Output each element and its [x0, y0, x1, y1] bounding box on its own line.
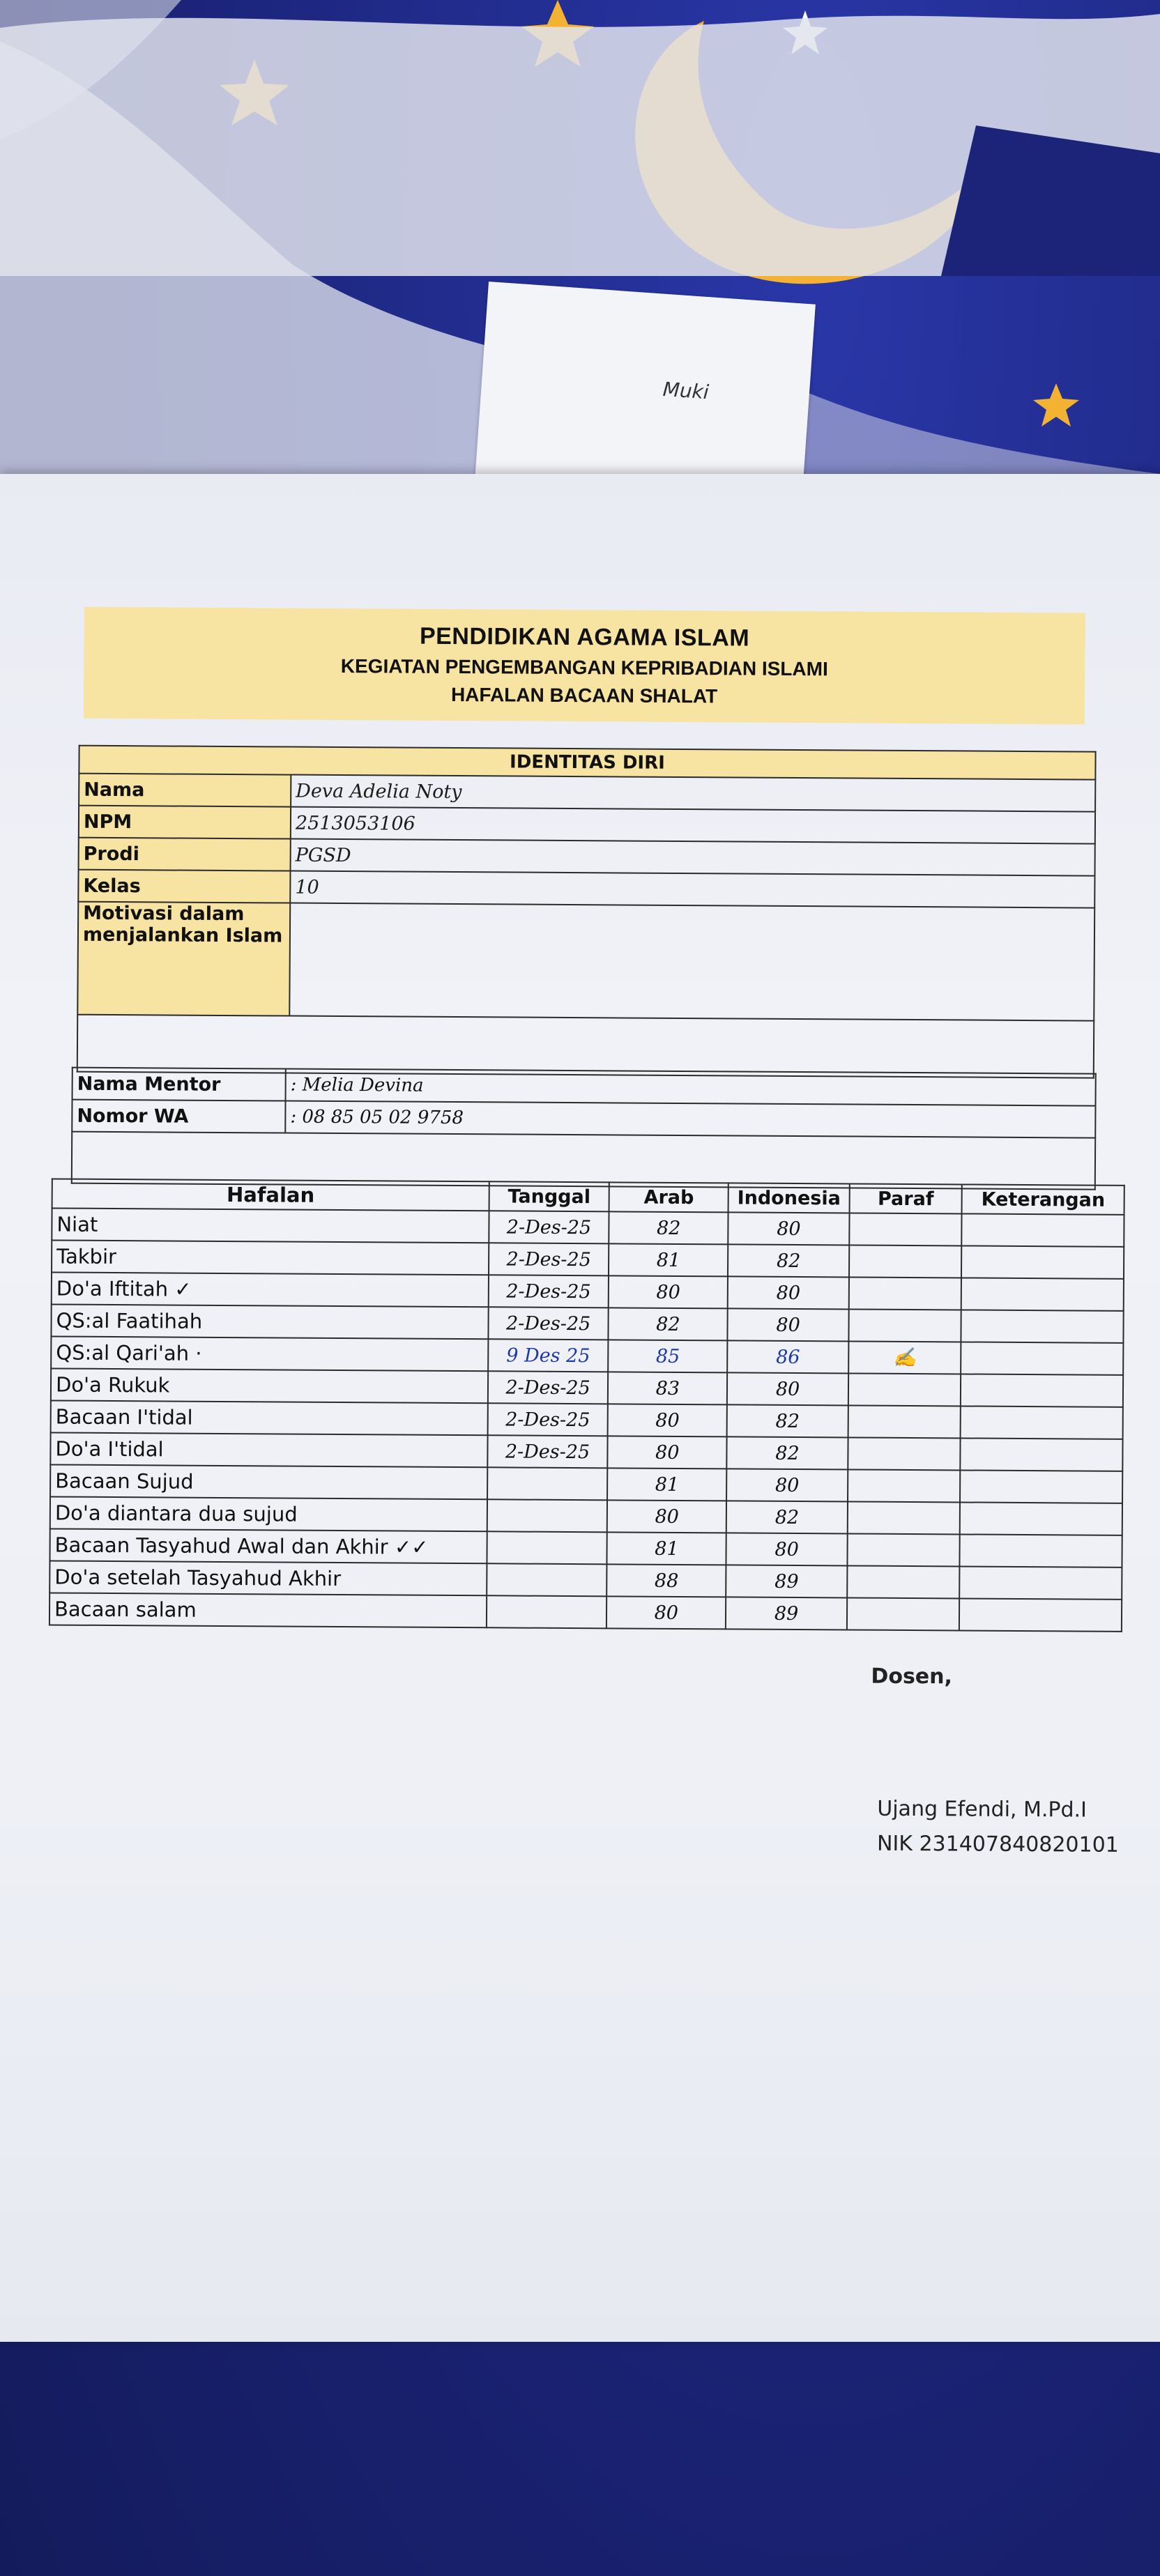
hafalan-item: Bacaan Tasyahud Awal dan Akhir ✓✓ [49, 1528, 487, 1563]
field-label: Motivasi dalam menjalankan Islam [77, 902, 290, 1016]
paper-sheet [0, 474, 1160, 2342]
paraf-cell [848, 1501, 961, 1534]
tanggal-cell: 2-Des-25 [488, 1371, 609, 1404]
paraf-cell [848, 1309, 961, 1342]
indonesia-score: 82 [727, 1404, 848, 1437]
hafalan-item: Do'a Iftitah ✓ [52, 1272, 489, 1307]
hafalan-item: Takbir [52, 1240, 489, 1275]
hafalan-item: Bacaan Sujud [50, 1464, 487, 1499]
paraf-cell [849, 1277, 962, 1310]
hafalan-item: Bacaan salam [49, 1593, 487, 1627]
tanggal-cell: 2-Des-25 [487, 1435, 608, 1468]
tanggal-cell [487, 1563, 607, 1596]
plastic-sheet-bottom [0, 0, 1160, 276]
paraf-cell [848, 1373, 961, 1406]
identity-table [77, 745, 1097, 1079]
tanggal-cell: 9 Des 25 [488, 1339, 609, 1372]
field-label: Nama [79, 774, 291, 807]
header-title: PENDIDIKAN AGAMA ISLAM [419, 622, 750, 652]
arab-score: 80 [606, 1596, 726, 1629]
keterangan-cell [960, 1502, 1122, 1535]
indonesia-score: 89 [726, 1597, 847, 1630]
keterangan-cell [961, 1245, 1124, 1278]
identity-row [77, 902, 1094, 1021]
arab-score: 80 [608, 1436, 727, 1469]
identity-title: IDENTITAS DIRI [79, 746, 1095, 780]
paraf-cell [847, 1565, 960, 1598]
hafalan-item: QS:al Faatihah [51, 1304, 488, 1339]
tanggal-cell [487, 1531, 607, 1564]
indonesia-score: 82 [728, 1244, 849, 1277]
kelas-value: 10 [290, 871, 1094, 908]
tanggal-cell [487, 1467, 608, 1500]
keterangan-cell [961, 1310, 1124, 1342]
npm-value: 2513053106 [291, 807, 1095, 844]
hafalan-item: Do'a I'tidal [50, 1432, 487, 1467]
hafalan-item: Do'a setelah Tasyahud Akhir [49, 1561, 487, 1595]
keterangan-cell [961, 1278, 1124, 1310]
hafalan-item: Do'a Rukuk [51, 1368, 488, 1403]
col-header-indonesia: Indonesia [728, 1183, 850, 1213]
field-label: NPM [79, 806, 291, 839]
indonesia-score: 80 [728, 1212, 850, 1245]
wa-label: Nomor WA [72, 1100, 285, 1133]
wa-value: : 08 85 05 02 9758 [285, 1101, 1095, 1138]
paraf-cell [847, 1597, 960, 1630]
col-header-tanggal: Tanggal [489, 1181, 609, 1211]
arab-score: 83 [608, 1372, 727, 1404]
form-header [84, 607, 1085, 725]
keterangan-cell [961, 1406, 1123, 1439]
paraf-cell [849, 1213, 962, 1245]
indonesia-score: 80 [727, 1372, 848, 1405]
paraf-cell [849, 1245, 962, 1278]
hafalan-item: Niat [52, 1208, 489, 1243]
indonesia-score: 80 [726, 1533, 848, 1565]
arab-score: 85 [609, 1340, 728, 1372]
arab-score: 80 [608, 1404, 727, 1436]
paraf-cell [847, 1533, 960, 1566]
indonesia-score: 82 [727, 1436, 848, 1469]
mentor-table [71, 1067, 1097, 1190]
arab-score: 81 [609, 1243, 728, 1276]
arab-score: 82 [609, 1211, 728, 1244]
tanggal-cell [487, 1499, 608, 1532]
tanggal-cell: 2-Des-25 [489, 1211, 609, 1243]
indonesia-score: 89 [726, 1565, 847, 1597]
prodi-value: PGSD [291, 839, 1095, 876]
keterangan-cell [962, 1213, 1124, 1246]
motivasi-value [289, 903, 1094, 1021]
arab-score: 82 [609, 1308, 728, 1340]
form-content [0, 474, 1160, 2349]
hafalan-item: QS:al Qari'ah · [51, 1336, 488, 1371]
signature-nik: NIK 231407840820101 [876, 1831, 1119, 1857]
signature-role: Dosen, [871, 1664, 953, 1689]
paraf-cell [848, 1469, 961, 1502]
hafalan-table [49, 1178, 1125, 1632]
indonesia-score: 86 [727, 1340, 848, 1373]
table-row [49, 1593, 1122, 1631]
keterangan-cell [960, 1470, 1122, 1503]
paraf-cell [848, 1405, 961, 1438]
arab-score: 80 [607, 1500, 726, 1533]
col-header-hafalan: Hafalan [52, 1179, 489, 1211]
name-value: Deva Adelia Noty [291, 775, 1095, 812]
indonesia-score: 80 [726, 1469, 848, 1501]
scribble-text: Muki [662, 377, 710, 404]
mentor-value: : Melia Devina [286, 1069, 1096, 1106]
header-activity: HAFALAN BACAAN SHALAT [450, 683, 718, 707]
field-label: Kelas [78, 870, 290, 903]
arab-score: 81 [607, 1468, 726, 1501]
col-header-paraf: Paraf [849, 1183, 962, 1213]
keterangan-cell [960, 1566, 1122, 1599]
paraf-cell [848, 1437, 961, 1470]
arab-score: 80 [609, 1275, 728, 1308]
field-label: Prodi [79, 838, 291, 871]
hafalan-item: Bacaan I'tidal [51, 1400, 488, 1435]
keterangan-cell [961, 1342, 1124, 1374]
mentor-label: Nama Mentor [72, 1068, 286, 1101]
score-rows [49, 1208, 1124, 1631]
indonesia-score: 82 [726, 1501, 848, 1533]
tanggal-cell: 2-Des-25 [489, 1275, 609, 1308]
tanggal-cell: 2-Des-25 [487, 1403, 608, 1436]
arab-score: 81 [607, 1532, 726, 1565]
keterangan-cell [961, 1374, 1123, 1406]
tanggal-cell: 2-Des-25 [489, 1243, 609, 1275]
keterangan-cell [961, 1438, 1123, 1471]
hafalan-item: Do'a diantara dua sujud [50, 1496, 487, 1531]
tanggal-cell: 2-Des-25 [488, 1307, 609, 1340]
header-subtitle: KEGIATAN PENGEMBANGAN KEPRIBADIAN ISLAMI [340, 654, 828, 680]
indonesia-score: 80 [728, 1308, 849, 1341]
keterangan-cell [959, 1598, 1122, 1631]
indonesia-score: 80 [728, 1276, 849, 1309]
paraf-cell: ✍ [848, 1341, 961, 1374]
keterangan-cell [960, 1534, 1122, 1567]
signature-name: Ujang Efendi, M.Pd.I [877, 1796, 1088, 1823]
arab-score: 88 [607, 1564, 726, 1597]
col-header-arab: Arab [609, 1182, 728, 1212]
tanggal-cell [487, 1595, 607, 1628]
col-header-keterangan: Keterangan [962, 1184, 1124, 1214]
